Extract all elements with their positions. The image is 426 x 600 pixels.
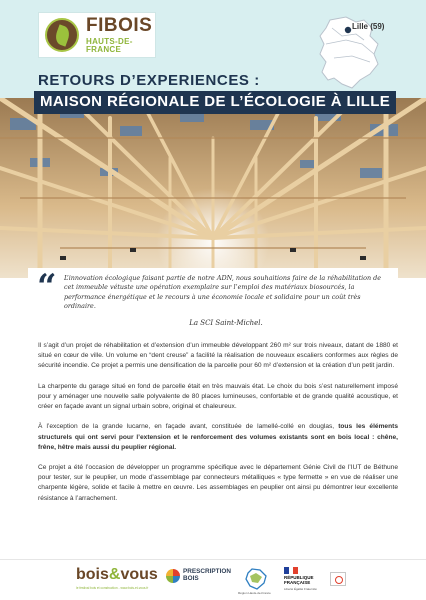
fibois-logo	[38, 12, 156, 58]
bois-et-vous-logo	[76, 566, 158, 584]
header-band	[0, 0, 426, 98]
prescription-bois-logo	[166, 569, 231, 583]
partner-badge-icon	[330, 572, 346, 586]
french-flag-icon	[284, 567, 298, 574]
bois-word: bois	[76, 566, 109, 583]
prescription-bois-icon	[166, 569, 180, 583]
quote-author: La SCI Saint-Michel.	[189, 319, 263, 328]
paragraph-3-bold: tous les éléments structurels qui ont servi pour l’extension et le renforcement des volumes existants sont en bois local : chêne, frêne, hêtre mais aussi du peuplier régional.	[38, 423, 398, 451]
vous-word: vous	[120, 566, 158, 583]
timber-roof-photo	[0, 98, 426, 278]
paragraph-2: La charpente du garage situé en fond de parcelle était en très mauvais état. Le choix du bois s’est naturellement imposé pour y aménager une nouvelle salle polyvalente de 80 places lumineuses, confortable et de grande qualité acoustique, et créer en façade avant un signal urbain sobre, original et chaleureux.	[38, 382, 398, 411]
paragraph-3	[38, 422, 398, 453]
leaf-icon	[45, 18, 79, 52]
bois-et-vous-tagline: le festival bois et construction - www.bois-et-vous.fr	[76, 586, 149, 590]
page-title: RETOURS D’EXPERIENCES :	[38, 72, 260, 89]
prescription-word: PRESCRIPTION	[183, 568, 231, 576]
prescription-bois-word: BOIS	[183, 575, 199, 582]
paragraph-3-text: À l’exception de la grande lucarne, en façade avant, constituée de lamellé-collé en douglas,	[38, 423, 339, 431]
location-label: Lille (59)	[352, 22, 385, 31]
region-hauts-de-france-logo	[244, 568, 268, 590]
page-subtitle: MAISON RÉGIONALE DE L’ÉCOLOGIE À LILLE	[40, 93, 391, 110]
republique-francaise-logo	[284, 567, 317, 591]
paragraph-1: Il s’agit d’un projet de réhabilitation et d’extension d’un immeuble développant 260 m² sur trois niveaux, datant de 1880 et situé en cœur de ville. Un volume en “dent creuse” a facilité la réalisation de nouveaux escaliers conformes aux règles de sécurité incendie. Ce projet a permis une densification de la parcelle pour 60 m² d’extension et la création d’un petit jardin.	[38, 342, 398, 370]
quote-text: L’innovation écologique faisant partie de notre ADN, nous souhaitions faire de la réhabilitation de cet immeuble vétuste une opération exemplaire sur l’emploi des matériaux biosourcés, la performance énergétique et le recours à une économie locale et solidaire pour un coût très ordinaire.	[64, 274, 382, 310]
partners-footer	[0, 559, 426, 600]
logo-main-text: FIBOIS	[86, 15, 153, 36]
article-body	[38, 341, 398, 514]
francaise-word: FRANÇAISE	[284, 579, 311, 585]
subtitle-band	[34, 91, 396, 114]
ampersand: &	[108, 566, 121, 583]
republique-word: RÉPUBLIQUE	[284, 575, 314, 580]
devise: Liberté Égalité Fraternité	[284, 586, 317, 591]
quote-icon: “	[37, 267, 57, 307]
logo-sub-text: HAUTS-DE-FRANCE	[86, 37, 133, 54]
paragraph-4: Ce projet a été l’occasion de développer un programme spécifique avec le département Génie Civil de l’IUT de Béthune pour tester, sur le peuplier, un mode d’assemblage par connecteurs métalliques « type fermette » en vue de réaliser une charpente légère, solide et facile à mettre en œuvre. Les assemblages en peuplier ont ainsi pu démontrer leur excellente résistance à l’arrachement.	[38, 463, 398, 502]
testimonial-quote	[28, 268, 398, 334]
region-label: Région Hauts-de-France	[238, 591, 271, 595]
